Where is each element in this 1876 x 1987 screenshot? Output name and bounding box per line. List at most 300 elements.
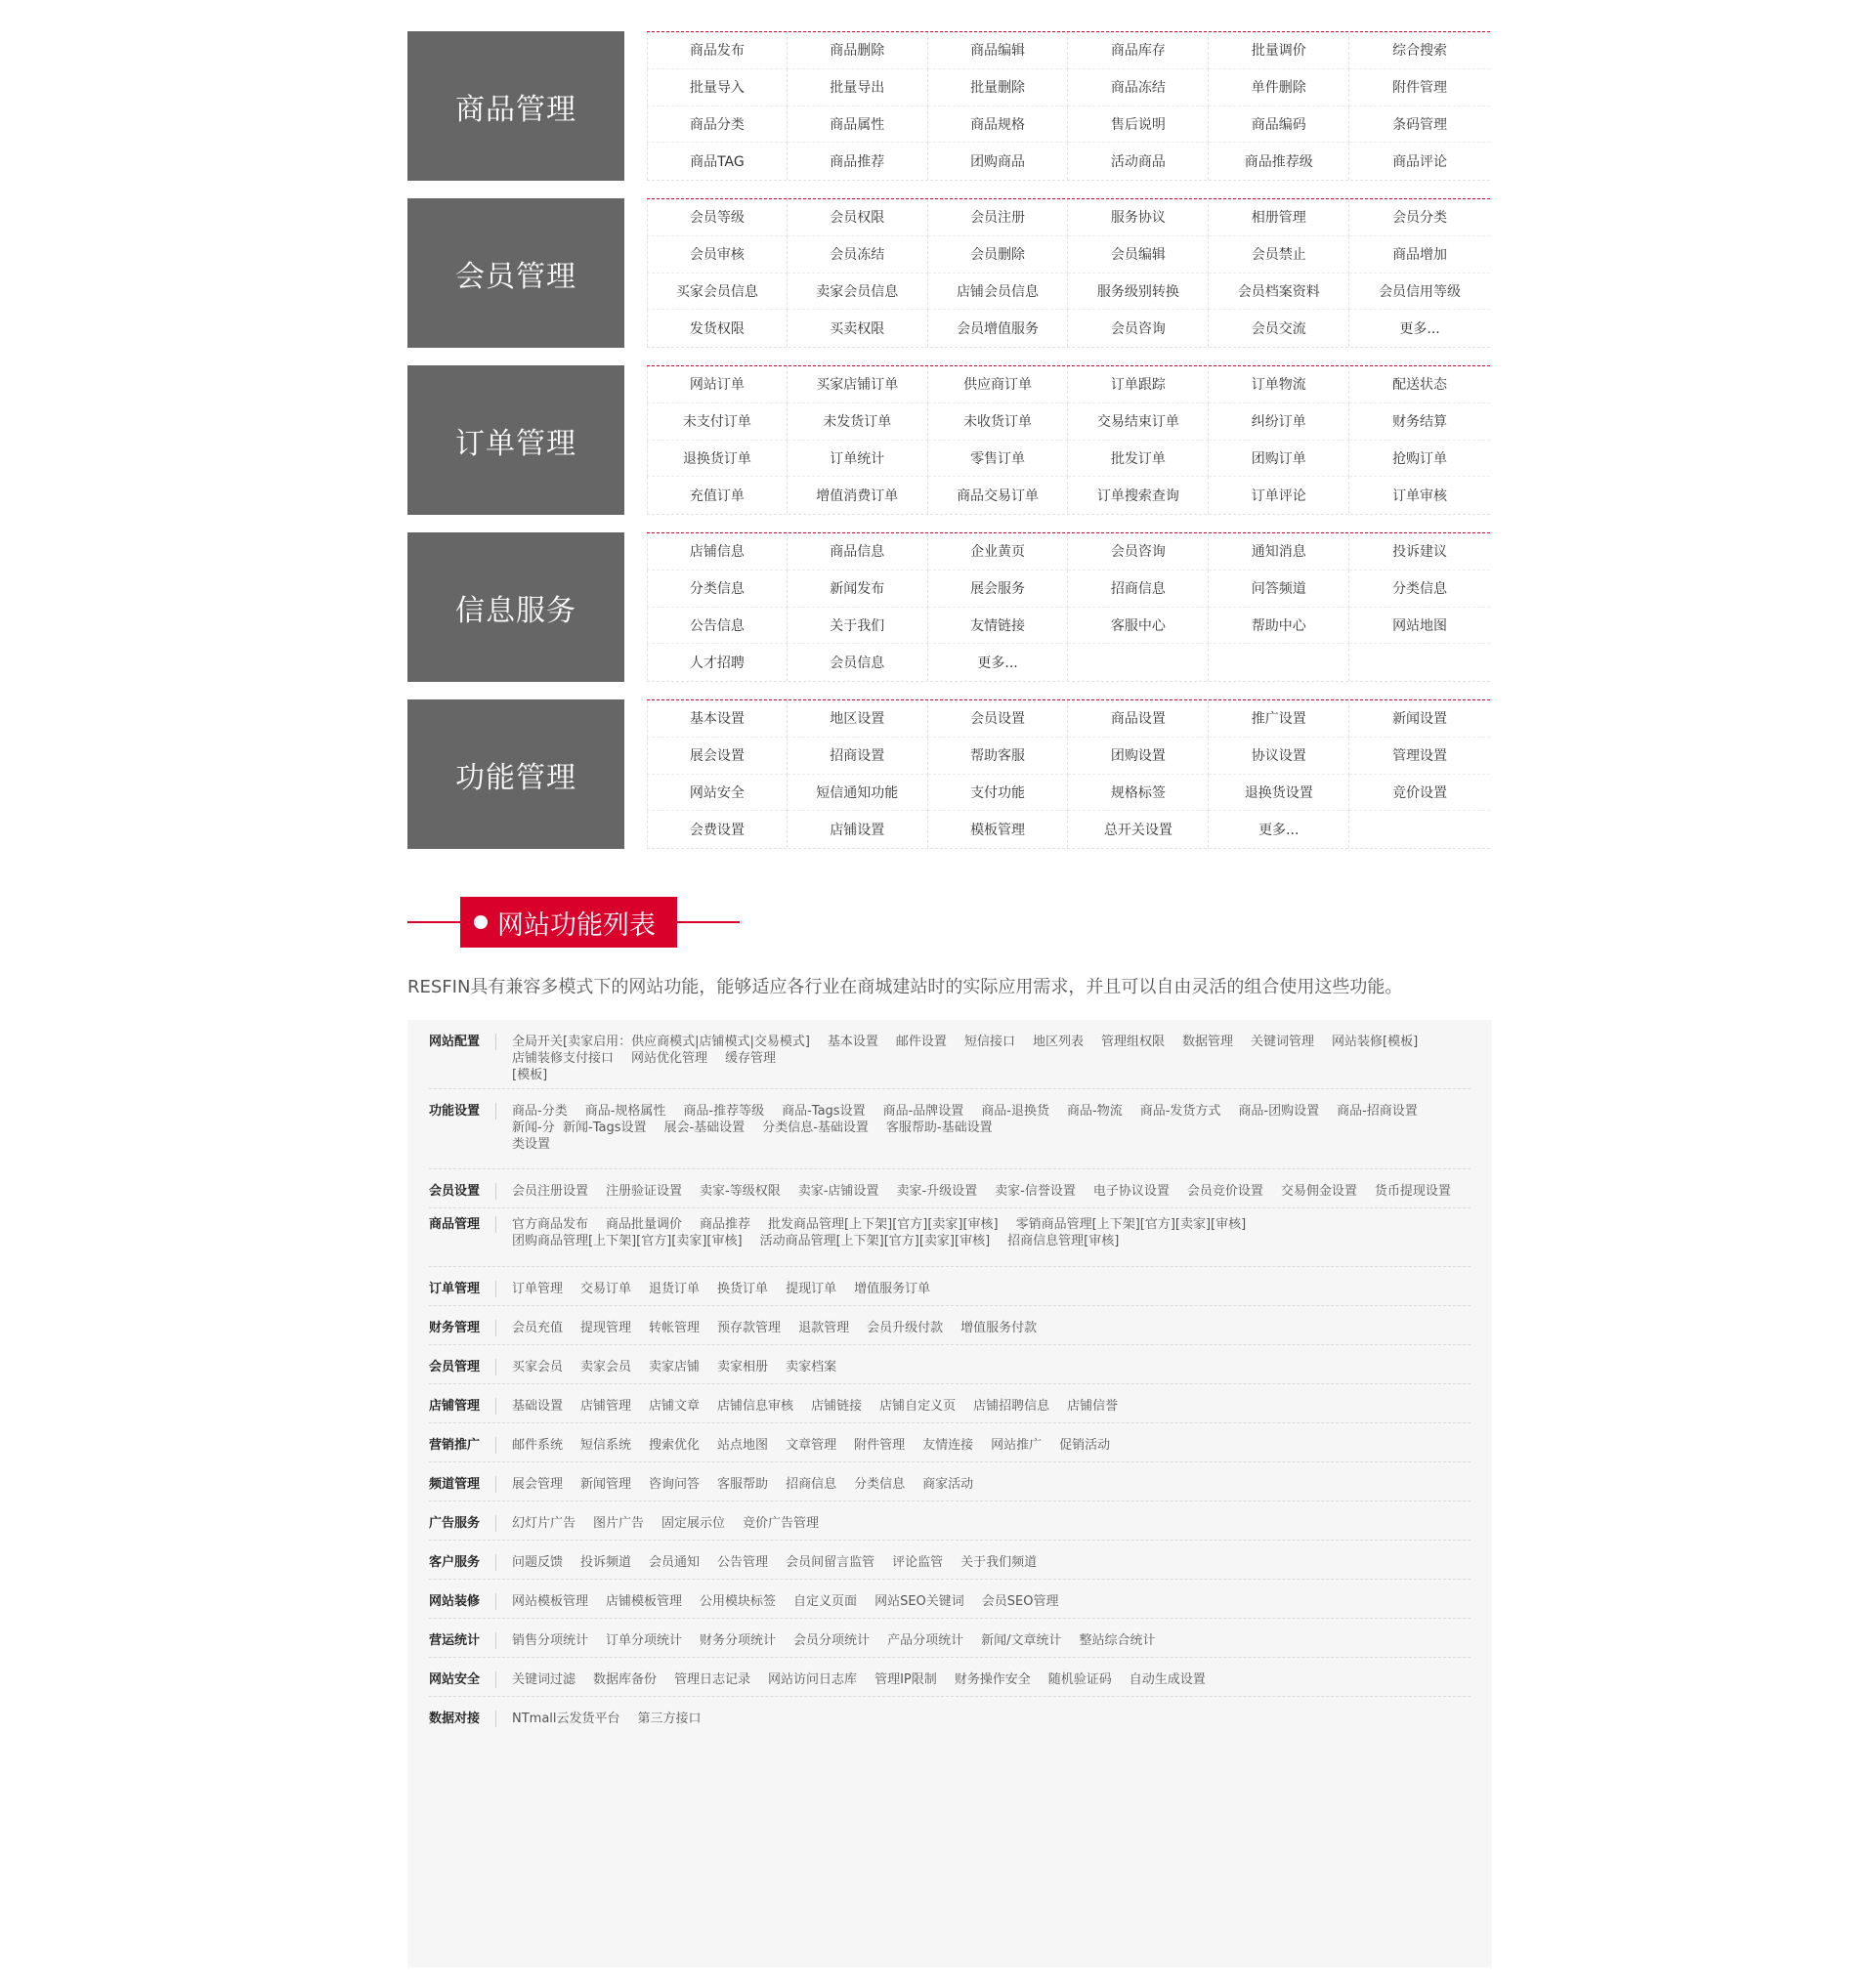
feature-link[interactable]: 固定展示位 [661, 1516, 726, 1531]
feature-link[interactable]: 短信系统 [580, 1438, 632, 1453]
category-grid [647, 699, 1490, 849]
category-link[interactable]: 会员分类 [1349, 199, 1490, 236]
feature-link[interactable]: 数据管理 [1181, 1035, 1233, 1049]
category-link[interactable]: 会员设置 [928, 700, 1069, 738]
category-link[interactable]: 关于我们 [788, 608, 928, 645]
category-link[interactable]: 帮助中心 [1209, 608, 1349, 645]
category-link[interactable]: 公告信息 [647, 608, 788, 645]
feature-link[interactable]: 会员间留言监管 [786, 1555, 875, 1570]
feature-link[interactable]: 文章管理 [786, 1438, 837, 1453]
feature-link[interactable]: 增值服务订单 [854, 1282, 931, 1296]
feature-link[interactable]: 会员充值 [512, 1321, 564, 1335]
category-link[interactable]: 商品分类 [647, 106, 788, 144]
category-link[interactable]: 会员咨询 [1068, 310, 1209, 347]
feature-link[interactable]: 数据库备份 [593, 1672, 658, 1687]
feature-items [512, 1711, 1471, 1727]
category-link[interactable]: 商品设置 [1068, 700, 1209, 738]
feature-row-title: 会员设置 [429, 1183, 496, 1200]
category-link[interactable]: 会员删除 [928, 236, 1069, 274]
category-link[interactable]: 活动商品 [1068, 143, 1209, 180]
category-link[interactable]: 商品冻结 [1068, 69, 1209, 106]
category-block-info [407, 532, 1492, 684]
category-link[interactable]: 店铺设置 [788, 811, 928, 848]
category-link[interactable]: 会员禁止 [1209, 236, 1349, 274]
feature-link[interactable]: 店铺装修[模板] [512, 1051, 564, 1082]
feature-link[interactable]: 展会-基础设置 [663, 1120, 746, 1135]
feature-row-title: 营运统计 [429, 1632, 496, 1649]
feature-link[interactable]: 订单管理 [512, 1282, 564, 1296]
feature-link[interactable]: 商品-团购设置 [1238, 1104, 1320, 1119]
feature-link[interactable]: 展会管理 [512, 1477, 564, 1492]
category-link[interactable]: 友情链接 [928, 608, 1069, 645]
feature-row-title: 客户服务 [429, 1554, 496, 1571]
feature-link[interactable]: 商品-品牌设置 [882, 1104, 964, 1119]
category-link[interactable]: 订单评论 [1209, 477, 1349, 514]
category-link[interactable]: 商品库存 [1068, 32, 1209, 69]
feature-items [512, 1554, 1471, 1571]
category-link[interactable]: 退换货设置 [1209, 775, 1349, 812]
category-link[interactable]: 订单物流 [1209, 366, 1349, 403]
feature-link[interactable]: 附件管理 [854, 1438, 906, 1453]
feature-link[interactable]: 增值服务付款 [960, 1321, 1038, 1335]
feature-link[interactable]: 卖家-升级设置 [896, 1184, 978, 1199]
category-link[interactable]: 会员信用等级 [1349, 274, 1490, 311]
category-link[interactable]: 服务协议 [1068, 199, 1209, 236]
category-link[interactable]: 团购订单 [1209, 441, 1349, 478]
feature-link[interactable]: 会员SEO管理 [981, 1594, 1059, 1609]
category-link[interactable]: 充值订单 [647, 477, 788, 514]
feature-link[interactable]: 公用模块标签 [700, 1594, 777, 1609]
feature-link[interactable]: 管理组权限 [1100, 1035, 1165, 1049]
feature-link[interactable]: 零销商品管理[上下架][官方][卖家][审核] [1015, 1217, 1247, 1232]
feature-row [429, 1658, 1471, 1697]
category-link[interactable]: 团购设置 [1068, 738, 1209, 775]
feature-items [512, 1632, 1471, 1649]
feature-row [429, 1423, 1471, 1462]
feature-items [512, 1437, 1471, 1454]
feature-link[interactable]: 商品批量调价 [606, 1217, 683, 1232]
feature-link[interactable]: 会员升级付款 [867, 1321, 944, 1335]
feature-link[interactable]: 招商信息 [786, 1477, 837, 1492]
feature-link[interactable]: 卖家会员 [580, 1360, 632, 1374]
feature-link[interactable]: 活动商品管理[上下架][官方][卖家][审核] [759, 1234, 991, 1248]
category-link[interactable]: 附件管理 [1349, 69, 1490, 106]
category-link[interactable]: 商品规格 [928, 106, 1069, 144]
feature-link[interactable]: 网站推广 [991, 1438, 1043, 1453]
feature-link[interactable]: 关键词管理 [1251, 1035, 1315, 1049]
category-link[interactable]: 会员交流 [1209, 310, 1349, 347]
category-link[interactable]: 会员注册 [928, 199, 1069, 236]
feature-row [429, 1208, 1471, 1267]
feature-link[interactable]: 新闻-分类设置 [512, 1120, 555, 1152]
category-title[interactable]: 功能管理 [407, 699, 624, 849]
bullet-dot-icon [474, 915, 488, 929]
feature-link[interactable]: 提现订单 [786, 1282, 837, 1296]
feature-link[interactable]: 新闻-Tags设置 [563, 1120, 647, 1135]
feature-link[interactable]: 全局开关[卖家启用：供应商模式|店铺模式|交易模式] [512, 1035, 810, 1049]
feature-link[interactable]: 会员通知 [649, 1555, 701, 1570]
feature-link[interactable]: 预存款管理 [717, 1321, 782, 1335]
feature-row [429, 1169, 1471, 1208]
category-link[interactable]: 支付功能 [928, 775, 1069, 812]
feature-items [512, 1476, 1471, 1493]
feature-row [429, 1541, 1471, 1580]
empty-cell [1349, 644, 1490, 681]
feature-items [512, 1103, 1471, 1153]
category-link[interactable]: 商品增加 [1349, 236, 1490, 274]
empty-cell [1068, 644, 1209, 681]
section-title: 网站功能列表 [497, 909, 656, 941]
feature-link[interactable]: 随机验证码 [1047, 1672, 1112, 1687]
feature-link[interactable]: 店铺文章 [649, 1399, 701, 1414]
feature-row-title: 营销推广 [429, 1437, 496, 1454]
feature-link[interactable]: 店铺模板管理 [606, 1594, 683, 1609]
feature-link[interactable]: 卖家-等级权限 [700, 1184, 781, 1199]
feature-link[interactable]: 搜索优化 [649, 1438, 701, 1453]
category-link[interactable]: 服务级别转换 [1068, 274, 1209, 311]
feature-link[interactable]: 支付接口 [563, 1051, 615, 1066]
feature-row-title: 订单管理 [429, 1281, 496, 1297]
category-link[interactable]: 会员冻结 [788, 236, 928, 274]
section-title-badge [460, 897, 677, 948]
category-link[interactable]: 团购商品 [928, 143, 1069, 180]
feature-link[interactable]: 邮件设置 [895, 1035, 947, 1049]
feature-row [429, 1697, 1471, 1736]
feature-link[interactable]: 管理日志记录 [674, 1672, 751, 1687]
category-block-orders [407, 365, 1492, 517]
feature-link[interactable]: 电子协议设置 [1092, 1184, 1170, 1199]
category-link[interactable]: 短信通知功能 [788, 775, 928, 812]
category-link[interactable]: 售后说明 [1068, 106, 1209, 144]
feature-link[interactable]: 会员分项统计 [793, 1633, 871, 1648]
section-header [407, 897, 740, 948]
category-link[interactable]: 批量调价 [1209, 32, 1349, 69]
feature-link[interactable]: 卖家-信誉设置 [995, 1184, 1076, 1199]
category-link[interactable]: 商品属性 [788, 106, 928, 144]
category-link[interactable]: 客服中心 [1068, 608, 1209, 645]
category-link[interactable]: 新闻设置 [1349, 700, 1490, 738]
feature-link[interactable]: 图片广告 [593, 1516, 645, 1531]
category-link[interactable]: 总开关设置 [1068, 811, 1209, 848]
category-grid [647, 532, 1490, 682]
category-link[interactable]: 招商信息 [1068, 571, 1209, 608]
category-link[interactable]: 分类信息 [647, 571, 788, 608]
category-link[interactable]: 订单搜索查询 [1068, 477, 1209, 514]
category-title[interactable]: 会员管理 [407, 198, 624, 348]
category-link[interactable]: 会员咨询 [1068, 533, 1209, 571]
feature-row [429, 1462, 1471, 1501]
category-link[interactable]: 协议设置 [1209, 738, 1349, 775]
feature-row-title: 店铺管理 [429, 1398, 496, 1415]
feature-link[interactable]: 卖家相册 [717, 1360, 769, 1374]
category-link[interactable]: 网站订单 [647, 366, 788, 403]
feature-row [429, 1384, 1471, 1423]
feature-link[interactable]: 商品-招商设置 [1337, 1104, 1418, 1119]
feature-link[interactable]: 邮件系统 [512, 1438, 564, 1453]
feature-link[interactable]: 商品-分类 [512, 1104, 568, 1119]
category-link[interactable]: 订单统计 [788, 441, 928, 478]
category-link[interactable]: 竞价设置 [1349, 775, 1490, 812]
feature-link[interactable]: 转帐管理 [649, 1321, 701, 1335]
feature-items [512, 1515, 1471, 1532]
feature-link[interactable]: 竞价广告管理 [743, 1516, 820, 1531]
category-link[interactable]: 新闻发布 [788, 571, 928, 608]
category-link[interactable]: 纠纷订单 [1209, 403, 1349, 441]
category-link[interactable]: 商品删除 [788, 32, 928, 69]
feature-link[interactable]: 分类信息 [854, 1477, 906, 1492]
feature-link[interactable]: 短信接口 [963, 1035, 1015, 1049]
category-link[interactable]: 退换货订单 [647, 441, 788, 478]
feature-items [512, 1216, 1471, 1249]
feature-link[interactable]: 关于我们频道 [960, 1555, 1038, 1570]
feature-link[interactable]: 销售分项统计 [512, 1633, 589, 1648]
category-link[interactable]: 企业黄页 [928, 533, 1069, 571]
category-link[interactable]: 商品信息 [788, 533, 928, 571]
feature-row-title: 功能设置 [429, 1103, 496, 1120]
category-link[interactable]: 商品编码 [1209, 106, 1349, 144]
category-link[interactable]: 批发订单 [1068, 441, 1209, 478]
feature-link[interactable]: 商品推荐 [700, 1217, 751, 1232]
category-link[interactable]: 会员档案资料 [1209, 274, 1349, 311]
category-link[interactable]: 未支付订单 [647, 403, 788, 441]
category-link[interactable]: 展会服务 [928, 571, 1069, 608]
feature-link[interactable]: 卖家档案 [786, 1360, 837, 1374]
category-link[interactable]: 供应商订单 [928, 366, 1069, 403]
feature-link[interactable]: 分类信息-基础设置 [762, 1120, 869, 1135]
category-link[interactable]: 会员编辑 [1068, 236, 1209, 274]
feature-link[interactable]: 基础设置 [512, 1399, 564, 1414]
category-link[interactable]: 帮助客服 [928, 738, 1069, 775]
feature-link[interactable]: 客服帮助-基础设置 [885, 1120, 993, 1135]
category-link[interactable]: 未收货订单 [928, 403, 1069, 441]
category-link[interactable]: 店铺会员信息 [928, 274, 1069, 311]
feature-link[interactable]: 问题反馈 [512, 1555, 564, 1570]
feature-link[interactable]: 友情连接 [922, 1438, 974, 1453]
section-intro: RESFIN具有兼容多模式下的网站功能，能够适应各行业在商城建站时的实际应用需求，并且可以自由灵活的组合使用这些功能。 [407, 977, 1403, 997]
feature-row [429, 1089, 1471, 1169]
category-link[interactable]: 增值消费订单 [788, 477, 928, 514]
category-link[interactable]: 批量导出 [788, 69, 928, 106]
category-link[interactable]: 商品推荐级 [1209, 143, 1349, 180]
feature-link[interactable]: 客服帮助 [717, 1477, 769, 1492]
category-link[interactable]: 推广设置 [1209, 700, 1349, 738]
category-link[interactable]: 更多... [928, 644, 1069, 681]
category-link[interactable]: 展会设置 [647, 738, 788, 775]
feature-link[interactable]: 卖家-店铺设置 [797, 1184, 879, 1199]
feature-link[interactable]: 卖家店铺 [649, 1360, 701, 1374]
category-link[interactable]: 抢购订单 [1349, 441, 1490, 478]
category-link[interactable]: 通知消息 [1209, 533, 1349, 571]
feature-items [512, 1593, 1471, 1610]
category-link[interactable]: 管理设置 [1349, 738, 1490, 775]
category-link[interactable]: 未发货订单 [788, 403, 928, 441]
category-grid [647, 365, 1490, 515]
category-link[interactable]: 规格标签 [1068, 775, 1209, 812]
feature-link[interactable]: 店铺链接 [811, 1399, 863, 1414]
feature-link[interactable]: 商品-Tags设置 [782, 1104, 866, 1119]
category-link[interactable]: 零售订单 [928, 441, 1069, 478]
feature-link[interactable]: 新闻/文章统计 [981, 1633, 1062, 1648]
feature-link[interactable]: 批发商品管理[上下架][官方][卖家][审核] [768, 1217, 999, 1232]
feature-link[interactable]: 公告管理 [717, 1555, 769, 1570]
feature-link[interactable]: 投诉频道 [580, 1555, 632, 1570]
feature-link[interactable]: 订单分项统计 [606, 1633, 683, 1648]
category-link[interactable]: 买卖权限 [788, 310, 928, 347]
feature-row [429, 1267, 1471, 1306]
feature-link[interactable]: 幻灯片广告 [512, 1516, 576, 1531]
feature-link[interactable]: 评论监管 [892, 1555, 944, 1570]
empty-cell [1209, 644, 1349, 681]
category-link[interactable]: 更多... [1399, 321, 1440, 338]
feature-link[interactable]: 自动生成设置 [1129, 1672, 1206, 1687]
feature-items [512, 1320, 1471, 1336]
category-link[interactable]: 店铺信息 [647, 533, 788, 571]
category-link[interactable]: 条码管理 [1349, 106, 1490, 144]
category-link[interactable]: 单件删除 [1209, 69, 1349, 106]
feature-link[interactable]: 买家会员 [512, 1360, 564, 1374]
feature-link[interactable]: 官方商品发布 [512, 1217, 589, 1232]
feature-link[interactable]: 货币提现设置 [1374, 1184, 1451, 1199]
category-link[interactable]: 分类信息 [1349, 571, 1490, 608]
feature-link[interactable]: 店铺自定义页 [879, 1399, 957, 1414]
category-link[interactable]: 财务结算 [1349, 403, 1490, 441]
feature-row [429, 1345, 1471, 1384]
category-link[interactable]: 投诉建议 [1349, 533, 1490, 571]
category-link[interactable]: 网站安全 [647, 775, 788, 812]
category-link[interactable]: 发货权限 [647, 310, 788, 347]
category-link[interactable]: 地区设置 [788, 700, 928, 738]
category-link[interactable]: 商品推荐 [788, 143, 928, 180]
category-link[interactable]: 更多... [1209, 811, 1349, 848]
category-grid [647, 198, 1490, 348]
feature-link[interactable]: 产品分项统计 [887, 1633, 964, 1648]
feature-link[interactable]: 退货订单 [649, 1282, 701, 1296]
category-link[interactable]: 商品TAG [647, 143, 788, 180]
category-grid [647, 31, 1490, 181]
category-link[interactable]: 买家会员信息 [647, 274, 788, 311]
category-link[interactable]: 交易结束订单 [1068, 403, 1209, 441]
feature-link[interactable]: 交易佣金设置 [1280, 1184, 1357, 1199]
feature-link[interactable]: 站点地图 [717, 1438, 769, 1453]
feature-list [407, 1020, 1492, 1967]
feature-link[interactable]: 商品-退换货 [981, 1104, 1049, 1119]
feature-link[interactable]: 提现管理 [580, 1321, 632, 1335]
feature-link[interactable]: 店铺管理 [580, 1399, 632, 1414]
category-link[interactable]: 基本设置 [647, 700, 788, 738]
feature-link[interactable]: 店铺信誉 [1067, 1399, 1119, 1414]
category-link[interactable]: 会费设置 [647, 811, 788, 848]
category-link[interactable]: 招商设置 [788, 738, 928, 775]
feature-link[interactable]: 财务操作安全 [954, 1672, 1031, 1687]
category-link[interactable]: 相册管理 [1209, 199, 1349, 236]
category-link[interactable]: 配送状态 [1349, 366, 1490, 403]
category-block-members [407, 198, 1492, 350]
feature-link[interactable]: 财务分项统计 [700, 1633, 777, 1648]
category-link[interactable]: 会员等级 [647, 199, 788, 236]
feature-link[interactable]: 关键词过滤 [512, 1672, 576, 1687]
category-link[interactable]: 模板管理 [928, 811, 1069, 848]
feature-link[interactable]: 注册验证设置 [606, 1184, 683, 1199]
feature-link[interactable]: 交易订单 [580, 1282, 632, 1296]
category-link[interactable]: 商品发布 [647, 32, 788, 69]
category-link[interactable]: 网站地图 [1349, 608, 1490, 645]
category-link[interactable]: 订单跟踪 [1068, 366, 1209, 403]
feature-link[interactable]: 第三方接口 [637, 1712, 702, 1726]
feature-link[interactable]: 促销活动 [1059, 1438, 1111, 1453]
feature-link[interactable]: 店铺招聘信息 [973, 1399, 1050, 1414]
feature-link[interactable]: 店铺信息审核 [717, 1399, 794, 1414]
feature-row [429, 1580, 1471, 1619]
category-link[interactable]: 批量删除 [928, 69, 1069, 106]
feature-row-title: 数据对接 [429, 1711, 496, 1727]
category-link[interactable]: 会员审核 [647, 236, 788, 274]
feature-link[interactable]: 网站SEO关键词 [874, 1594, 964, 1609]
feature-link[interactable]: 基本设置 [827, 1035, 878, 1049]
feature-row-title: 广告服务 [429, 1515, 496, 1532]
category-link[interactable]: 买家店铺订单 [788, 366, 928, 403]
feature-items [512, 1183, 1471, 1200]
feature-link[interactable]: 地区列表 [1032, 1035, 1084, 1049]
feature-link[interactable]: 商品-规格属性 [584, 1104, 666, 1119]
feature-link[interactable]: 网站装修[模板] [1332, 1035, 1419, 1049]
empty-cell [1349, 811, 1490, 848]
feature-link[interactable]: 自定义页面 [793, 1594, 858, 1609]
category-link[interactable]: 商品交易订单 [928, 477, 1069, 514]
feature-row [429, 1306, 1471, 1345]
category-block-functions [407, 699, 1492, 851]
feature-link[interactable]: 网站访问日志库 [768, 1672, 858, 1687]
feature-link[interactable]: 团购商品管理[上下架][官方][卖家][审核] [512, 1234, 743, 1248]
feature-link[interactable]: 商家活动 [922, 1477, 974, 1492]
feature-link[interactable]: 网站优化管理 [631, 1051, 708, 1066]
feature-link[interactable]: 退款管理 [798, 1321, 850, 1335]
feature-link[interactable]: 管理IP限制 [874, 1672, 937, 1687]
category-link[interactable]: 人才招聘 [647, 644, 788, 681]
feature-row-title: 商品管理 [429, 1216, 496, 1233]
feature-link[interactable]: 会员注册设置 [512, 1184, 589, 1199]
feature-row-title: 会员管理 [429, 1359, 496, 1375]
category-link[interactable]: 会员信息 [788, 644, 928, 681]
feature-link[interactable]: 商品-物流 [1067, 1104, 1123, 1119]
category-link[interactable]: 卖家会员信息 [788, 274, 928, 311]
category-link[interactable]: 订单审核 [1392, 488, 1448, 505]
category-title[interactable]: 信息服务 [407, 532, 624, 682]
feature-link[interactable]: 缓存管理 [725, 1051, 777, 1066]
category-link[interactable]: 批量导入 [647, 69, 788, 106]
category-link[interactable]: 综合搜索 [1349, 32, 1490, 69]
category-link[interactable]: 会员增值服务 [928, 310, 1069, 347]
category-link[interactable]: 会员权限 [788, 199, 928, 236]
feature-link[interactable]: 商品-发货方式 [1139, 1104, 1221, 1119]
category-title[interactable]: 商品管理 [407, 31, 624, 181]
feature-link[interactable]: 咨询问答 [649, 1477, 701, 1492]
feature-items [512, 1281, 1471, 1297]
feature-link[interactable]: 新闻管理 [580, 1477, 632, 1492]
feature-link[interactable]: 会员竞价设置 [1186, 1184, 1263, 1199]
feature-link[interactable]: 招商信息管理[审核] [1007, 1234, 1120, 1248]
category-link[interactable]: 商品编辑 [928, 32, 1069, 69]
feature-link[interactable]: 网站模板管理 [512, 1594, 589, 1609]
category-link[interactable]: 商品评论 [1392, 154, 1448, 171]
feature-row [429, 1020, 1471, 1089]
feature-link[interactable]: NTmall云发货平台 [512, 1712, 620, 1726]
feature-row-title: 网站安全 [429, 1671, 496, 1688]
category-link[interactable]: 问答频道 [1209, 571, 1349, 608]
feature-link[interactable]: 商品-推荐等级 [683, 1104, 765, 1119]
feature-link[interactable]: 换货订单 [717, 1282, 769, 1296]
feature-link[interactable]: 整站综合统计 [1079, 1633, 1156, 1648]
category-title[interactable]: 订单管理 [407, 365, 624, 515]
